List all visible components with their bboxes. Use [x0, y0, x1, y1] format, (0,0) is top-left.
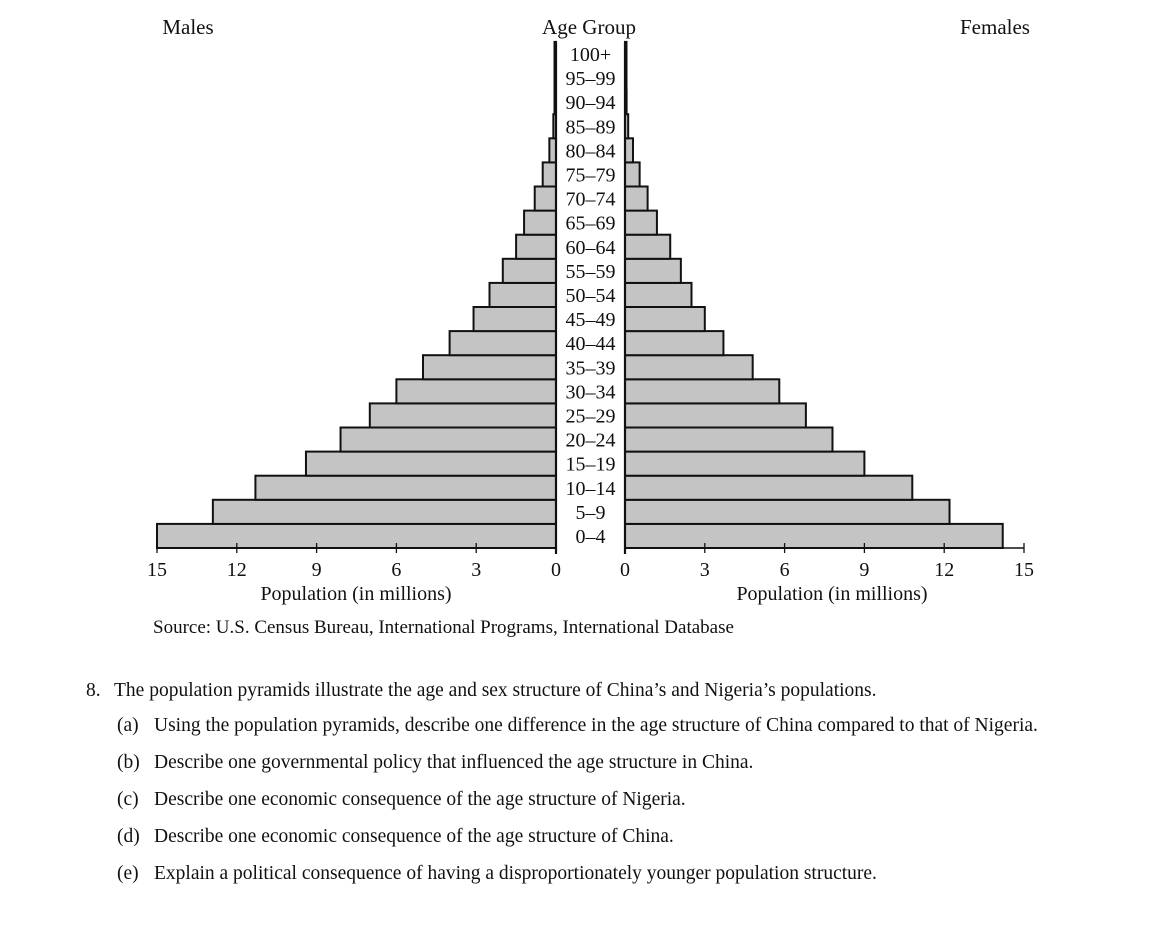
age-labels-layer	[566, 44, 616, 548]
male-x-tick-label: 15	[147, 559, 167, 581]
male-bar-50–54	[490, 283, 557, 307]
male-x-tick-label: 0	[551, 559, 561, 581]
part-text: Explain a political consequence of having a disproportionately younger population structure.	[154, 863, 877, 884]
male-bar-0–4	[157, 524, 556, 548]
age-group-tick-label: 20–24	[565, 429, 616, 452]
age-group-tick-label: 10–14	[565, 477, 616, 500]
female-bar-10–14	[625, 476, 912, 500]
question-parts	[117, 714, 1096, 886]
female-x-tick-label: 6	[779, 559, 790, 581]
female-bar-70–74	[625, 187, 648, 211]
male-x-tick-label: 6	[391, 559, 402, 581]
question-part-d	[117, 825, 1096, 849]
part-text: Describe one economic consequence of the age structure of China.	[154, 826, 674, 847]
male-bar-15–19	[306, 452, 556, 476]
female-bar-25–29	[625, 403, 806, 427]
age-group-tick-label: 30–34	[565, 381, 616, 404]
age-group-tick-label: 25–29	[565, 405, 616, 428]
male-bar-45–49	[474, 307, 556, 331]
female-bar-80–84	[625, 138, 633, 162]
female-x-tick-label: 3	[699, 559, 710, 581]
question-number: 8.	[86, 680, 101, 701]
male-bar-20–24	[341, 428, 556, 452]
female-bar-75–79	[625, 162, 640, 186]
question-part-e	[117, 862, 1096, 886]
x-axis-label-right: Population (in millions)	[736, 583, 928, 605]
source-note: Source: U.S. Census Bureau, International Programs, International Database	[153, 617, 734, 638]
female-bar-55–59	[625, 259, 681, 283]
age-group-tick-label: 75–79	[565, 164, 616, 187]
male-bar-60–64	[516, 235, 556, 259]
female-x-tick-label: 0	[620, 559, 630, 581]
age-group-tick-label: 40–44	[565, 333, 616, 356]
female-bar-30–34	[625, 379, 779, 403]
age-group-tick-label: 65–69	[565, 212, 616, 235]
female-bar-65–69	[625, 211, 657, 235]
age-group-tick-label: 55–59	[565, 260, 616, 283]
age-group-tick-label: 95–99	[565, 68, 616, 91]
male-bar-65–69	[524, 211, 556, 235]
males-label: Males	[162, 15, 214, 39]
female-bar-35–39	[625, 355, 753, 379]
male-bar-5–9	[213, 500, 556, 524]
females-label: Females	[960, 15, 1030, 39]
female-x-tick-label: 15	[1014, 559, 1034, 581]
age-group-tick-label: 15–19	[565, 453, 616, 476]
part-text: Describe one economic consequence of the age structure of Nigeria.	[154, 789, 686, 810]
age-group-tick-label: 60–64	[565, 236, 616, 259]
male-bar-10–14	[255, 476, 556, 500]
female-bar-45–49	[625, 307, 705, 331]
male-x-tick-label: 3	[471, 559, 482, 581]
age-group-tick-label: 35–39	[565, 357, 616, 380]
part-text: Using the population pyramids, describe one difference in the age structure of China compared to that of Nigeria.	[154, 715, 1038, 736]
part-label: (d)	[117, 826, 140, 847]
question-text: The population pyramids illustrate the age and sex structure of China’s and Nigeria’s populations.	[114, 680, 877, 701]
part-label: (b)	[117, 752, 140, 773]
male-x-tick-label: 9	[311, 559, 322, 581]
question-part-c	[117, 788, 1096, 812]
female-bar-0–4	[625, 524, 1003, 548]
female-bar-40–44	[625, 331, 723, 355]
part-text: Describe one governmental policy that influenced the age structure in China.	[154, 752, 754, 773]
part-label: (a)	[117, 715, 139, 736]
question-part-b	[117, 751, 1096, 775]
age-group-tick-label: 100+	[569, 44, 612, 66]
male-bar-75–79	[543, 162, 556, 186]
age-group-tick-label: 45–49	[565, 309, 616, 332]
female-x-tick-label: 9	[859, 559, 870, 581]
age-group-tick-label: 50–54	[565, 285, 616, 307]
male-bar-55–59	[503, 259, 556, 283]
male-bar-35–39	[423, 355, 556, 379]
male-x-tick-label: 12	[226, 559, 247, 581]
female-bar-60–64	[625, 235, 670, 259]
question-block	[86, 679, 1096, 899]
male-bar-30–34	[396, 379, 556, 403]
age-group-tick-label: 70–74	[565, 188, 616, 211]
female-bar-5–9	[625, 500, 950, 524]
male-bar-25–29	[370, 403, 556, 427]
male-bar-40–44	[450, 331, 556, 355]
part-label: (c)	[117, 789, 139, 810]
female-bar-20–24	[625, 428, 832, 452]
age-group-tick-label: 85–89	[565, 116, 616, 139]
female-bar-50–54	[625, 283, 692, 307]
age-group-tick-label: 0–4	[575, 526, 606, 548]
female-bar-15–19	[625, 452, 864, 476]
age-group-tick-label: 90–94	[565, 92, 616, 115]
female-x-tick-label: 12	[934, 559, 955, 581]
age-group-tick-label: 5–9	[575, 501, 606, 524]
age-group-tick-label: 80–84	[565, 140, 616, 163]
male-bar-70–74	[535, 187, 556, 211]
question-part-a	[117, 714, 1096, 738]
age-group-label: Age Group	[542, 15, 636, 39]
question-stem	[86, 679, 1096, 703]
part-label: (e)	[117, 863, 139, 884]
x-axis-label-left: Population (in millions)	[260, 583, 452, 605]
